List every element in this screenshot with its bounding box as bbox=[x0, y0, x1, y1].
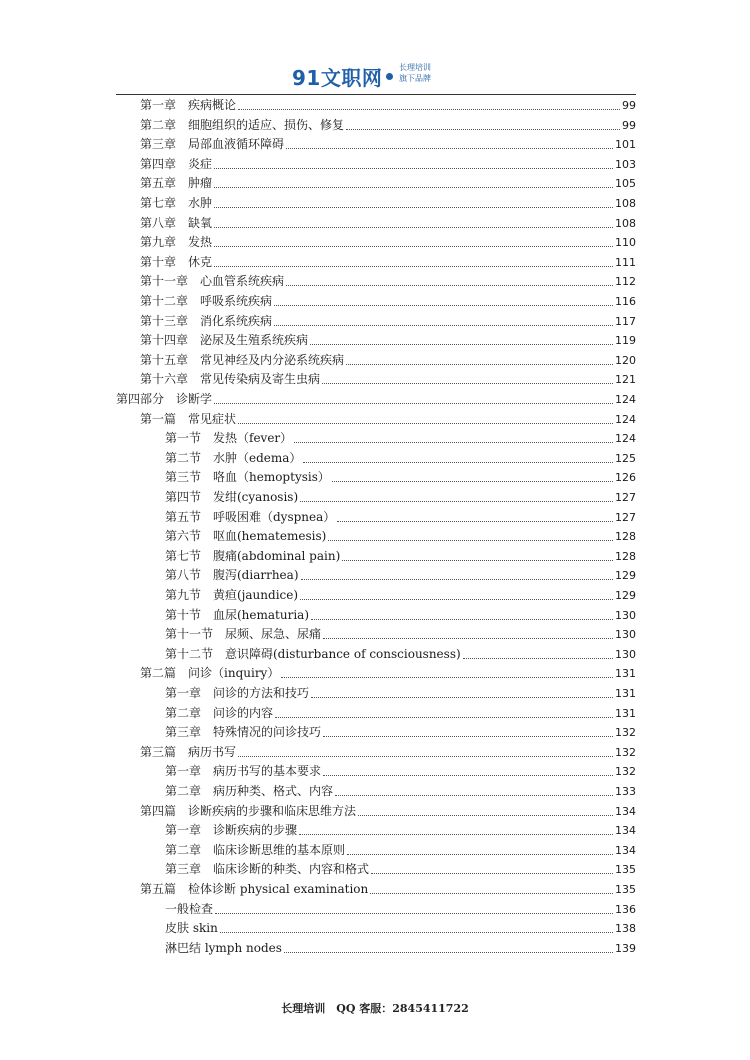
toc-entry-page: 108 bbox=[615, 216, 636, 230]
toc-entry[interactable] bbox=[140, 172, 636, 191]
toc-entry-title: 第四部分 诊断学 bbox=[116, 392, 213, 406]
toc-entry-title: 第一章 诊断疾病的步骤 bbox=[165, 823, 298, 838]
toc-entry[interactable] bbox=[140, 192, 636, 211]
toc-entry-title: 第二节 水肿（edema） bbox=[165, 450, 302, 465]
toc-entry-title: 第三章 特殊情况的问诊技巧 bbox=[165, 725, 322, 740]
toc-dot-leader bbox=[238, 756, 613, 757]
toc-entry-page: 119 bbox=[615, 334, 636, 348]
toc-dot-leader bbox=[370, 893, 613, 894]
toc-entry-page: 126 bbox=[615, 471, 636, 485]
toc-entry-title: 第九节 黄疸(jaundice) bbox=[165, 588, 299, 602]
page-footer: 长理培训 QQ 客服：2845411722 bbox=[281, 1002, 469, 1015]
toc-entry-title: 第十三章 消化系统疾病 bbox=[140, 313, 273, 328]
toc-entry-title: 第二章 细胞组织的适应、损伤、修复 bbox=[140, 117, 345, 132]
toc-dot-leader bbox=[284, 952, 613, 953]
toc-entry-title: 第四篇 诊断疾病的步骤和临床思维方法 bbox=[140, 803, 357, 818]
toc-entry-title: 第一篇 常见症状 bbox=[140, 411, 237, 426]
toc-entry-page: 127 bbox=[615, 510, 636, 524]
toc-entry[interactable] bbox=[140, 133, 636, 152]
toc-entry[interactable] bbox=[140, 153, 636, 172]
toc-entry[interactable] bbox=[165, 564, 636, 583]
toc-dot-leader bbox=[300, 501, 613, 502]
toc-entry-page: 130 bbox=[615, 608, 636, 622]
toc-entry[interactable] bbox=[140, 741, 636, 760]
toc-entry[interactable] bbox=[165, 721, 636, 740]
toc-entry-page: 132 bbox=[615, 745, 636, 759]
toc-dot-leader bbox=[274, 305, 613, 306]
toc-dot-leader bbox=[214, 168, 613, 169]
toc-entry-page: 117 bbox=[615, 314, 636, 328]
toc-dot-leader bbox=[335, 795, 613, 796]
toc-dot-leader bbox=[342, 560, 613, 561]
toc-dot-leader bbox=[328, 540, 613, 541]
toc-entry[interactable] bbox=[165, 486, 636, 505]
toc-dot-leader bbox=[301, 579, 614, 580]
toc-entry-title: 第一章 疾病概论 bbox=[140, 98, 237, 112]
toc-entry[interactable] bbox=[140, 329, 636, 348]
toc-dot-leader bbox=[281, 677, 613, 678]
toc-entry-title: 第四节 发绀(cyanosis) bbox=[165, 490, 299, 504]
toc-entry[interactable] bbox=[165, 839, 636, 858]
toc-entry-page: 125 bbox=[615, 451, 636, 465]
toc-entry[interactable] bbox=[165, 604, 636, 623]
toc-entry-title: 皮肤 skin bbox=[165, 921, 218, 936]
toc-entry-page: 132 bbox=[615, 726, 636, 740]
toc-entry[interactable] bbox=[140, 94, 636, 113]
toc-dot-leader bbox=[358, 815, 613, 816]
toc-entry-page: 130 bbox=[615, 628, 636, 642]
toc-entry[interactable] bbox=[165, 545, 636, 564]
toc-entry[interactable] bbox=[165, 682, 636, 701]
toc-entry-title: 第一章 病历书写的基本要求 bbox=[165, 764, 322, 779]
toc-entry[interactable] bbox=[165, 447, 636, 466]
brand-logo: 91文职网 bbox=[292, 66, 383, 90]
toc-dot-leader bbox=[332, 481, 613, 482]
toc-entry[interactable] bbox=[140, 349, 636, 368]
toc-entry-title: 第七章 水肿 bbox=[140, 196, 213, 210]
brand-tagline-line1: 长理培训 bbox=[399, 63, 431, 72]
toc-entry-title: 一般检查 bbox=[165, 901, 214, 916]
toc-entry-page: 124 bbox=[615, 393, 636, 406]
toc-entry-page: 135 bbox=[615, 863, 636, 877]
toc-entry[interactable] bbox=[165, 937, 636, 956]
toc-dot-leader bbox=[214, 266, 613, 267]
toc-entry-title: 第二章 问诊的内容 bbox=[165, 705, 274, 720]
toc-dot-leader bbox=[238, 423, 613, 424]
toc-entry[interactable] bbox=[165, 506, 636, 525]
toc-entry-page: 129 bbox=[615, 569, 636, 583]
toc-entry-page: 134 bbox=[615, 824, 636, 838]
toc-entry-page: 110 bbox=[615, 236, 636, 250]
brand-tagline-line2: 旗下品牌 bbox=[399, 74, 431, 83]
toc-entry[interactable] bbox=[165, 643, 636, 662]
toc-entry-page: 108 bbox=[615, 197, 636, 210]
toc-entry[interactable] bbox=[165, 525, 636, 544]
toc-entry-page: 120 bbox=[615, 353, 636, 367]
toc-dot-leader bbox=[310, 344, 613, 345]
toc-entry-page: 131 bbox=[615, 687, 636, 700]
toc-dot-leader bbox=[303, 462, 613, 463]
toc-entry[interactable] bbox=[140, 231, 636, 250]
toc-dot-leader bbox=[300, 599, 613, 600]
toc-entry-title: 第十一节 尿频、尿急、尿痛 bbox=[165, 627, 322, 642]
toc-entry-title: 第七节 腹痛(abdominal pain) bbox=[165, 548, 341, 563]
toc-dot-leader bbox=[294, 442, 613, 443]
toc-dot-leader bbox=[346, 364, 613, 365]
toc-entry[interactable] bbox=[140, 212, 636, 231]
page-header bbox=[0, 58, 750, 94]
toc-dot-leader bbox=[214, 227, 613, 228]
toc-entry-title: 第十五章 常见神经及内分泌系统疾病 bbox=[140, 352, 345, 367]
toc-entry[interactable] bbox=[116, 388, 636, 407]
toc-entry-page: 135 bbox=[615, 883, 636, 896]
toc-dot-leader bbox=[299, 834, 613, 835]
toc-dot-leader bbox=[214, 246, 613, 247]
toc-dot-leader bbox=[323, 775, 613, 776]
toc-entry-title: 第十四章 泌尿及生殖系统疾病 bbox=[140, 333, 309, 348]
toc-entry-page: 131 bbox=[615, 667, 636, 681]
toc-entry-page: 139 bbox=[615, 941, 636, 955]
toc-entry-title: 第二章 临床诊断思维的基本原则 bbox=[165, 842, 346, 857]
toc-entry-title: 第十六章 常见传染病及寄生虫病 bbox=[140, 372, 321, 387]
toc-entry-title: 第五篇 检体诊断 physical examination bbox=[140, 882, 369, 896]
toc-entry-page: 132 bbox=[615, 765, 636, 779]
toc-entry-title: 第六节 呕血(hematemesis) bbox=[165, 529, 327, 544]
toc-entry-title: 淋巴结 lymph nodes bbox=[165, 940, 282, 955]
toc-dot-leader bbox=[274, 325, 613, 326]
toc-entry-page: 138 bbox=[615, 922, 636, 936]
toc-entry-title: 第三节 咯血（hemoptysis） bbox=[165, 470, 330, 485]
toc-dot-leader bbox=[286, 285, 613, 286]
toc-entry-page: 128 bbox=[615, 549, 636, 563]
toc-entry-page: 129 bbox=[615, 589, 636, 602]
toc-entry-page: 99 bbox=[622, 118, 636, 132]
toc-entry-title: 第三章 局部血液循环障碍 bbox=[140, 137, 285, 152]
toc-entry[interactable] bbox=[165, 780, 636, 799]
toc-entry[interactable] bbox=[140, 662, 636, 681]
toc-dot-leader bbox=[346, 129, 620, 130]
toc-dot-leader bbox=[311, 697, 613, 698]
toc-entry-page: 112 bbox=[615, 275, 636, 289]
toc-entry[interactable] bbox=[140, 114, 636, 133]
toc-dot-leader bbox=[238, 109, 620, 110]
toc-entry-page: 128 bbox=[615, 530, 636, 544]
toc-entry-title: 第五章 肿瘤 bbox=[140, 176, 213, 191]
toc-entry[interactable] bbox=[165, 858, 636, 877]
toc-dot-leader bbox=[463, 658, 613, 659]
toc-entry[interactable] bbox=[165, 623, 636, 642]
toc-dot-leader bbox=[347, 854, 613, 855]
toc-dot-leader bbox=[286, 148, 613, 149]
toc-entry-title: 第十二章 呼吸系统疾病 bbox=[140, 294, 273, 308]
toc-entry-title: 第三篇 病历书写 bbox=[140, 744, 237, 759]
toc-entry-page: 101 bbox=[615, 138, 636, 152]
logo-dot-icon bbox=[386, 73, 393, 80]
toc-entry-page: 111 bbox=[615, 255, 636, 269]
toc-entry-page: 105 bbox=[615, 177, 636, 191]
toc-entry[interactable] bbox=[140, 800, 636, 819]
toc-dot-leader bbox=[214, 403, 613, 404]
toc-entry[interactable] bbox=[165, 702, 636, 721]
toc-entry-page: 121 bbox=[615, 373, 636, 387]
toc-entry-page: 124 bbox=[615, 412, 636, 426]
toc-entry-page: 124 bbox=[615, 432, 636, 446]
toc-entry-title: 第一节 发热（fever） bbox=[165, 431, 293, 446]
toc-entry[interactable] bbox=[140, 290, 636, 309]
toc-entry[interactable] bbox=[140, 408, 636, 427]
toc-entry[interactable] bbox=[165, 760, 636, 779]
toc-dot-leader bbox=[215, 913, 613, 914]
toc-entry-title: 第一章 问诊的方法和技巧 bbox=[165, 686, 310, 700]
toc-entry-page: 103 bbox=[615, 157, 636, 171]
toc-entry[interactable] bbox=[165, 917, 636, 936]
toc-entry-page: 134 bbox=[615, 804, 636, 818]
toc-entry[interactable] bbox=[140, 270, 636, 289]
toc-entry-page: 133 bbox=[615, 785, 636, 798]
toc-dot-leader bbox=[214, 187, 613, 188]
toc-entry-page: 127 bbox=[615, 491, 636, 504]
toc-entry[interactable] bbox=[165, 584, 636, 603]
toc-entry-page: 134 bbox=[615, 843, 636, 857]
toc-entry-title: 第十章 休克 bbox=[140, 254, 213, 269]
toc-entry[interactable] bbox=[140, 310, 636, 329]
toc-dot-leader bbox=[275, 717, 613, 718]
toc-entry-title: 第三章 临床诊断的种类、内容和格式 bbox=[165, 862, 370, 877]
toc-entry-page: 131 bbox=[615, 706, 636, 720]
toc-dot-leader bbox=[214, 207, 613, 208]
brand-tagline bbox=[399, 62, 431, 84]
toc-entry-page: 136 bbox=[615, 902, 636, 916]
toc-dot-leader bbox=[220, 932, 613, 933]
toc-entry-title: 第二篇 问诊（inquiry） bbox=[140, 666, 280, 681]
toc-entry[interactable] bbox=[140, 878, 636, 897]
toc-entry[interactable] bbox=[140, 368, 636, 387]
toc-entry-title: 第十二节 意识障碍(disturbance of consciousness) bbox=[165, 646, 461, 661]
toc-entry-title: 第四章 炎症 bbox=[140, 156, 213, 171]
toc-entry-title: 第二章 病历种类、格式、内容 bbox=[165, 784, 334, 798]
toc-dot-leader bbox=[322, 383, 613, 384]
toc-dot-leader bbox=[323, 736, 613, 737]
toc-dot-leader bbox=[323, 638, 613, 639]
toc-entry[interactable] bbox=[165, 427, 636, 446]
toc-entry[interactable] bbox=[165, 466, 636, 485]
toc-entry-title: 第九章 发热 bbox=[140, 235, 213, 250]
toc-entry-page: 130 bbox=[615, 647, 636, 661]
toc-entry[interactable] bbox=[165, 898, 636, 917]
toc-dot-leader bbox=[371, 873, 613, 874]
toc-entry-title: 第五节 呼吸困难（dyspnea） bbox=[165, 509, 336, 524]
toc-dot-leader bbox=[311, 619, 613, 620]
toc-entry[interactable] bbox=[165, 819, 636, 838]
toc-entry-title: 第十一章 心血管系统疾病 bbox=[140, 274, 285, 289]
toc-entry[interactable] bbox=[140, 251, 636, 270]
toc-dot-leader bbox=[337, 521, 613, 522]
toc-entry-title: 第八章 缺氧 bbox=[140, 215, 213, 230]
toc-entry-title: 第十节 血尿(hematuria) bbox=[165, 607, 310, 622]
toc-entry-page: 116 bbox=[615, 295, 636, 308]
toc-entry-title: 第八节 腹泻(diarrhea) bbox=[165, 568, 299, 583]
toc-entry-page: 99 bbox=[622, 99, 636, 112]
